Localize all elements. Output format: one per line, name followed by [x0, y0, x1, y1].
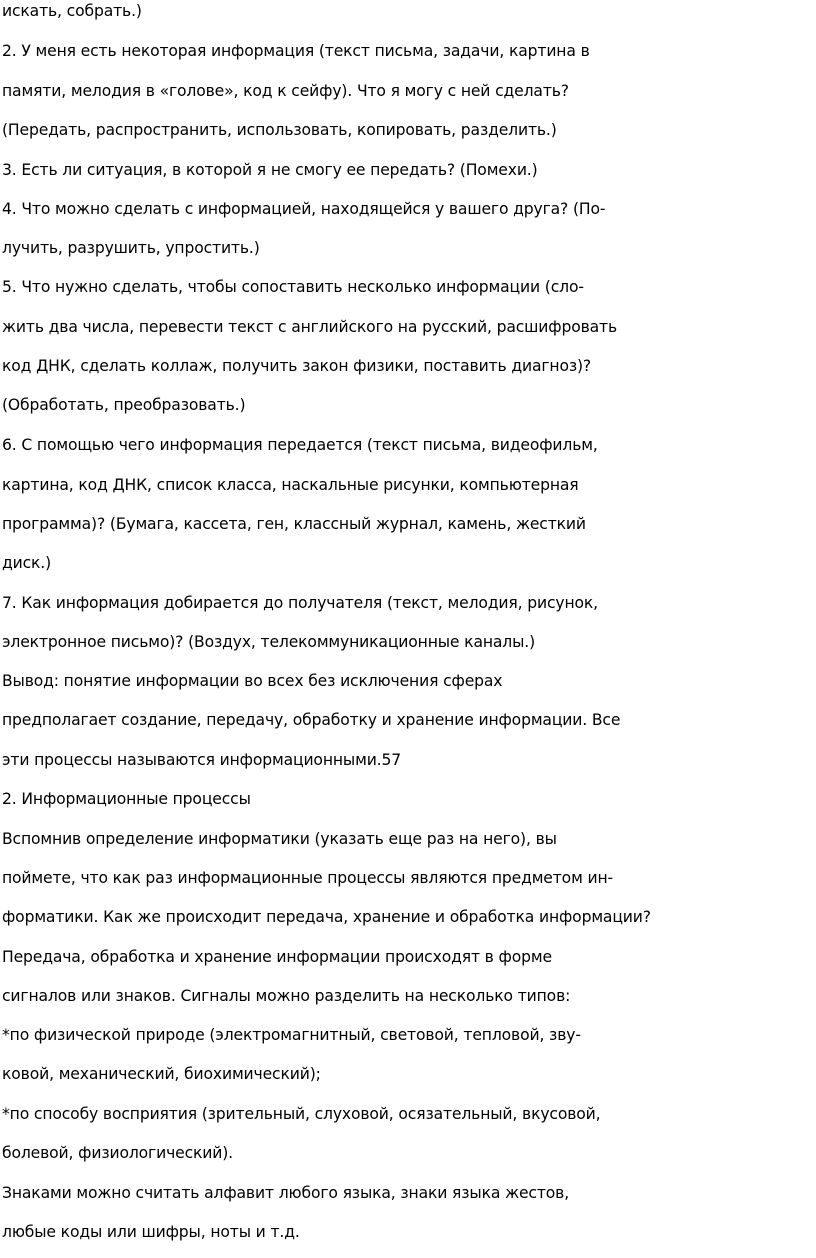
text-line: ковой, механический, биохимический); — [2, 1065, 321, 1083]
text-line: *по способу восприятия (зрительный, слуховой, осязательный, вкусовой, — [2, 1105, 601, 1123]
text-line: 6. С помощью чего информация передается (текст письма, видеофильм, — [2, 436, 598, 454]
text-line: предполагает создание, передачу, обработку и хранение информации. Все — [2, 711, 621, 729]
text-line: (Передать, распространить, использовать, копировать, разделить.) — [2, 121, 557, 139]
text-line: эти процессы называются информационными.57 — [2, 751, 402, 769]
text-line: жить два числа, перевести текст с английского на русский, расшифровать — [2, 318, 618, 336]
text-line: искать, собрать.) — [2, 2, 142, 20]
text-line: картина, код ДНК, список класса, наскальные рисунки, компьютерная — [2, 476, 579, 494]
text-line: электронное письмо)? (Воздух, телекоммуникационные каналы.) — [2, 633, 536, 651]
text-line: 4. Что можно сделать с информацией, находящейся у вашего друга? (По- — [2, 200, 606, 218]
text-line: любые коды или шифры, ноты и т.д. — [2, 1223, 300, 1241]
text-line: Вывод: понятие информации во всех без исключения сферах — [2, 672, 503, 690]
text-line: лучить, разрушить, упростить.) — [2, 239, 260, 257]
text-line: 5. Что нужно сделать, чтобы сопоставить несколько информации (сло- — [2, 278, 584, 296]
text-line: диск.) — [2, 554, 52, 572]
text-line: 3. Есть ли ситуация, в которой я не смогу ее передать? (Помехи.) — [2, 161, 538, 179]
text-line: (Обработать, преобразовать.) — [2, 396, 246, 414]
text-line: Передача, обработка и хранение информации происходят в форме — [2, 948, 552, 966]
text-line: Вспомнив определение информатики (указать еще раз на него), вы — [2, 830, 557, 848]
text-line: 7. Как информация добирается до получателя (текст, мелодия, рисунок, — [2, 594, 598, 612]
text-line: Знаками можно считать алфавит любого языка, знаки языка жестов, — [2, 1184, 570, 1202]
text-line: сигналов или знаков. Сигналы можно разделить на несколько типов: — [2, 987, 571, 1005]
text-line: памяти, мелодия в «голове», код к сейфу). Что я могу с ней сделать? — [2, 82, 569, 100]
text-line: болевой, физиологический). — [2, 1144, 233, 1162]
text-line: поймете, что как раз информационные процессы являются предметом ин- — [2, 869, 614, 887]
text-line: код ДНК, сделать коллаж, получить закон физики, поставить диагноз)? — [2, 357, 592, 375]
text-line: *по физической природе (электромагнитный, световой, тепловой, зву- — [2, 1026, 581, 1044]
text-line: форматики. Как же происходит передача, хранение и обработка информации? — [2, 908, 651, 926]
text-line: программа)? (Бумага, кассета, ген, классный журнал, камень, жесткий — [2, 515, 586, 533]
text-line: 2. У меня есть некоторая информация (текст письма, задачи, картина в — [2, 42, 590, 60]
section-heading: 2. Информационные процессы — [2, 790, 251, 808]
